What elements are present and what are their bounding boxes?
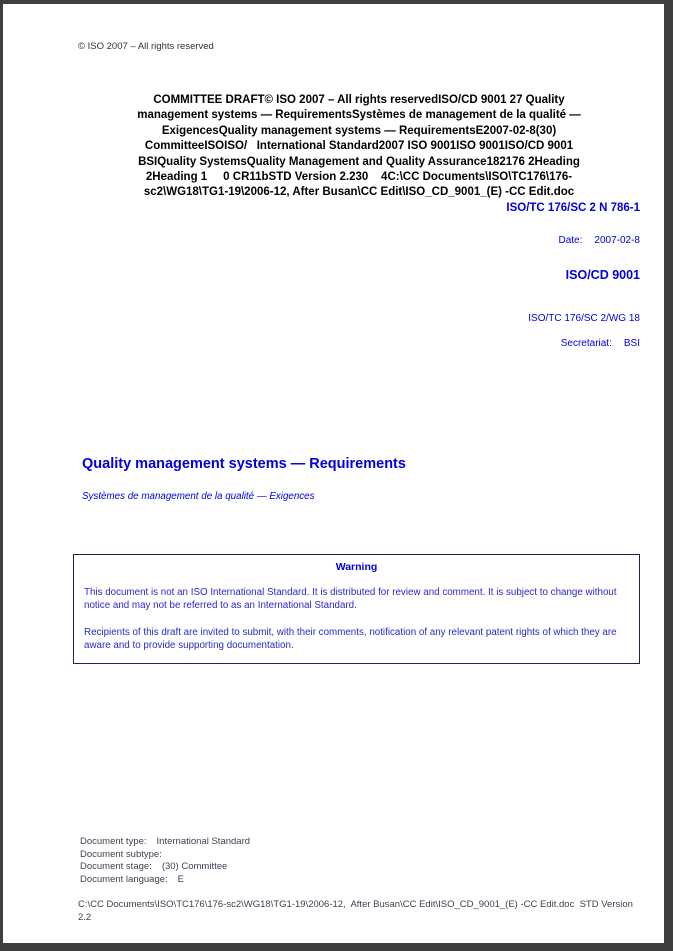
masthead-line: BSIQuality SystemsQuality Management and Quality Assurance182176 2Heading — [138, 155, 580, 168]
document-stage-row — [80, 861, 250, 874]
warning-paragraph-1: This document is not an ISO International Standard. It is distributed for review and comment. It is subject to change without notice and may not be referred to as an International Standard. — [84, 586, 617, 611]
copyright-notice: © ISO 2007 – All rights reserved — [78, 41, 214, 52]
masthead-line: ExigencesQuality management systems — RequirementsE2007-02-8(30) — [161, 124, 557, 137]
document-title-english: Quality management systems — Requirements — [82, 456, 406, 472]
document-language-row — [80, 874, 250, 887]
secretariat-value: BSI — [623, 338, 640, 349]
committee-name: ISO/TC 176/SC 2/WG 18 — [528, 313, 640, 324]
document-page — [3, 4, 664, 943]
masthead-line: management systems — RequirementsSystèmes de management de la qualité — — [137, 109, 581, 122]
document-info-block — [80, 836, 250, 886]
document-subtype-row — [80, 849, 250, 862]
warning-heading: Warning — [335, 561, 378, 573]
date-row — [559, 235, 641, 246]
document-stage-label: Document stage: — [80, 861, 152, 873]
secretariat-label: Secretariat: — [560, 338, 612, 349]
masthead-field-block — [78, 93, 640, 216]
masthead-line: COMMITTEE DRAFT© ISO 2007 – All rights reservedISO/CD 9001 27 Quality — [153, 94, 565, 106]
committee-reference-number: ISO/TC 176/SC 2 N 786-1 — [506, 201, 640, 214]
document-language-label: Document language: — [80, 873, 168, 885]
date-label: Date: — [558, 235, 583, 246]
masthead-line: 2Heading 1 0 CR11bSTD Version 2.230 4C:\CC Documents\ISO\TC176\176- — [145, 171, 573, 184]
file-path-footer: C:\CC Documents\ISO\TC176\176-sc2\WG18\TG1-19\2006-12, After Busan\CC Edit\ISO_CD_9001_(E) -CC Edit.doc STD Version 2.2 — [78, 899, 636, 923]
document-subtype-label: Document subtype: — [80, 848, 162, 860]
document-type-row — [80, 836, 250, 849]
document-stage-value: (30) Committee — [161, 861, 228, 873]
document-type-value: International Standard — [156, 836, 251, 847]
masthead-line: sc2\WG18\TG1-19\2006-12, After Busan\CC Edit\ISO_CD_9001_(E) -CC Edit.doc — [143, 186, 575, 199]
masthead-line: CommitteeISOISO/ International Standard2007 ISO 9001ISO 9001ISO/CD 9001 — [144, 140, 574, 153]
warning-paragraph-2: Recipients of this draft are invited to submit, with their comments, notification of any relevant patent rights of which they are aware and to provide supporting documentation. — [84, 626, 617, 651]
document-language-value: E — [177, 873, 185, 885]
secretariat-row — [561, 338, 640, 349]
warning-box — [73, 554, 640, 664]
document-code: ISO/CD 9001 — [565, 268, 640, 282]
document-title-french: Systèmes de management de la qualité — Exigences — [82, 491, 315, 502]
document-type-label: Document type: — [80, 836, 147, 847]
date-value: 2007-02-8 — [594, 235, 640, 246]
